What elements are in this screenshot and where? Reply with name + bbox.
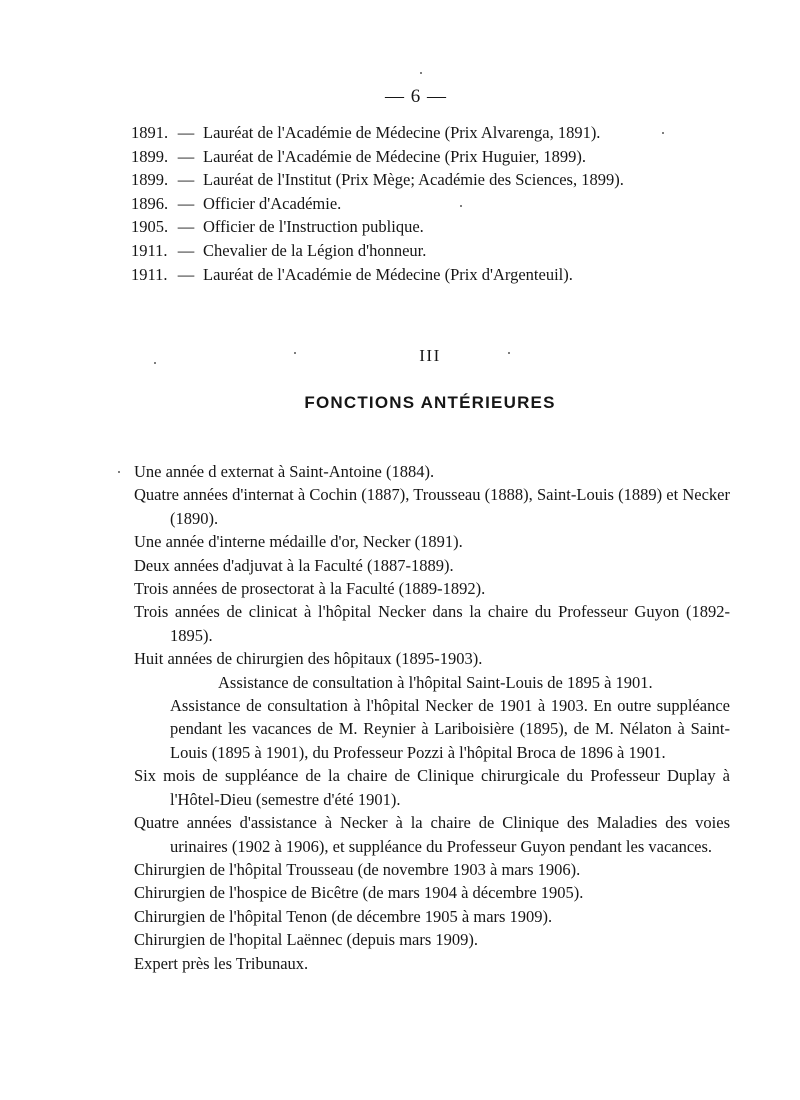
honor-year: 1911.: [131, 240, 168, 260]
scan-speck: [460, 205, 462, 207]
function-medaille: Une année d'interne médaille d'or, Necker (1891).: [134, 532, 463, 552]
honor-text: Officier de l'Instruction publique.: [203, 217, 424, 237]
honor-year: 1905.: [131, 217, 169, 237]
honor-year: 1899.: [131, 170, 169, 190]
honor-year: 1911.: [131, 264, 168, 284]
function-prosectorat: Trois années de prosectorat à la Faculté (1889-1892).: [134, 579, 486, 599]
function-chirurgien-hopitaux: Huit années de chirurgien des hôpitaux (1895-1903).: [134, 649, 483, 669]
function-clinicat: Trois années de clinicat à l'hôpital Necker dans la chaire du Professeur Guyon (1892-1895).: [134, 602, 730, 645]
honor-year: 1891.: [131, 123, 169, 142]
honor-text: Lauréat de l'Académie de Médecine (Prix d'Argenteuil).: [203, 264, 573, 284]
functions-list: [134, 460, 730, 975]
scan-speck: [154, 362, 156, 364]
honor-dash: —: [177, 193, 195, 213]
function-suppleance-duplay: Six mois de suppléance de la chaire de Clinique chirurgicale du Professeur Duplay à l'Hôtel-Dieu (semestre d'été 1901).: [134, 766, 730, 809]
function-tenon: Chirurgien de l'hôpital Tenon (de décembre 1905 à mars 1909).: [134, 906, 553, 926]
honor-text: Lauréat de l'Institut (Prix Mège; Académie des Sciences, 1899).: [203, 170, 624, 190]
honor-text: Chevalier de la Légion d'honneur.: [203, 240, 427, 260]
scan-speck: [118, 471, 120, 473]
honor-year: 1896.: [131, 193, 169, 213]
honor-entry: [131, 215, 771, 239]
scan-speck: [294, 352, 296, 354]
function-trousseau: Chirurgien de l'hôpital Trousseau (de novembre 1903 à mars 1906).: [134, 859, 581, 879]
honor-dash: —: [177, 240, 195, 260]
page-number: — 6 —: [385, 86, 447, 107]
section-numeral: III: [419, 346, 441, 365]
honor-year: 1899.: [131, 146, 169, 166]
honor-dash: —: [177, 146, 195, 166]
honor-text: Lauréat de l'Académie de Médecine (Prix Alvarenga, 1891).: [203, 123, 601, 142]
honor-dash: —: [177, 217, 195, 237]
function-assistance-saint-louis: Assistance de consultation à l'hôpital Saint-Louis de 1895 à 1901.: [218, 672, 653, 692]
function-expert: Expert près les Tribunaux.: [134, 953, 309, 973]
honor-text: Officier d'Académie.: [203, 193, 342, 213]
function-adjuvat: Deux années d'adjuvat à la Faculté (1887-1889).: [134, 555, 454, 575]
function-bicetre: Chirurgien de l'hospice de Bicêtre (de mars 1904 à décembre 1905).: [134, 883, 584, 903]
honor-entry: [131, 263, 771, 287]
honor-dash: —: [177, 123, 195, 142]
honor-entry: [131, 168, 771, 192]
function-assistance-necker: Assistance de consultation à l'hôpital Necker de 1901 à 1903. En outre suppléance pendant les vacances de M. Reynier à Lariboisière (1895), de M. Nélaton à Saint-Louis (1895 à 1901), du Professeur Pozzi à l'hôpital Broca de 1896 à 1901.: [170, 696, 730, 762]
function-assistance-voies-urinaires: Quatre années d'assistance à Necker à la chaire de Clinique des Maladies des voies urinaires (1902 à 1906), et suppléance du Professeur Guyon pendant les vacances.: [134, 813, 730, 856]
section-title: FONCTIONS ANTÉRIEURES: [304, 393, 556, 412]
function-externat: Une année d externat à Saint-Antoine (1884).: [134, 462, 435, 481]
scan-speck: [662, 132, 664, 134]
honor-text: Lauréat de l'Académie de Médecine (Prix Huguier, 1899).: [203, 146, 587, 166]
honor-entry: [131, 192, 771, 216]
honor-dash: —: [177, 170, 195, 190]
function-internat: Quatre années d'internat à Cochin (1887), Trousseau (1888), Saint-Louis (1889) et Necker (1890).: [134, 485, 730, 528]
function-assistance-group: [134, 671, 730, 765]
scan-speck: [508, 352, 510, 354]
honor-entry: [131, 121, 771, 145]
scan-speck: [420, 72, 422, 74]
function-laennec: Chirurgien de l'hopital Laënnec (depuis mars 1909).: [134, 930, 479, 950]
honor-dash: —: [177, 264, 195, 284]
honors-list: [131, 121, 771, 286]
honor-entry: [131, 239, 771, 263]
honor-entry: [131, 145, 771, 169]
